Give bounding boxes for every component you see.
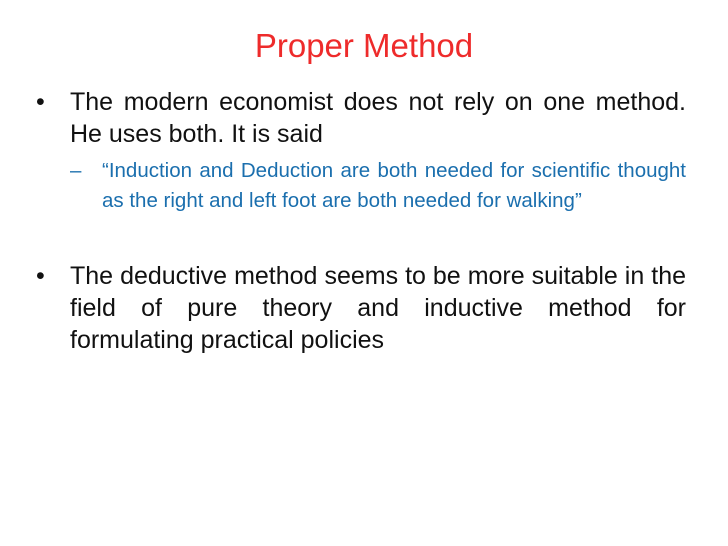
- bullet-item: [36, 260, 686, 356]
- bullet-marker: •: [36, 262, 45, 290]
- bullet-text: The deductive method seems to be more suitable in the field of pure theory and inductive method for formulating practical policies: [70, 262, 686, 354]
- bullet-text: The modern economist does not rely on one method. He uses both. It is said: [70, 88, 686, 148]
- quote-text: “Induction and Deduction are both needed for scientific thought as the right and left foot are both needed for walking”: [102, 159, 686, 212]
- slide-content: [36, 86, 686, 356]
- bullet-marker: •: [36, 88, 45, 116]
- spacer: [36, 216, 686, 260]
- bullet-item: [36, 86, 686, 150]
- slide-title: Proper Method: [254, 27, 474, 64]
- sub-bullet-item: [70, 156, 686, 216]
- sub-bullet-marker: –: [70, 159, 82, 182]
